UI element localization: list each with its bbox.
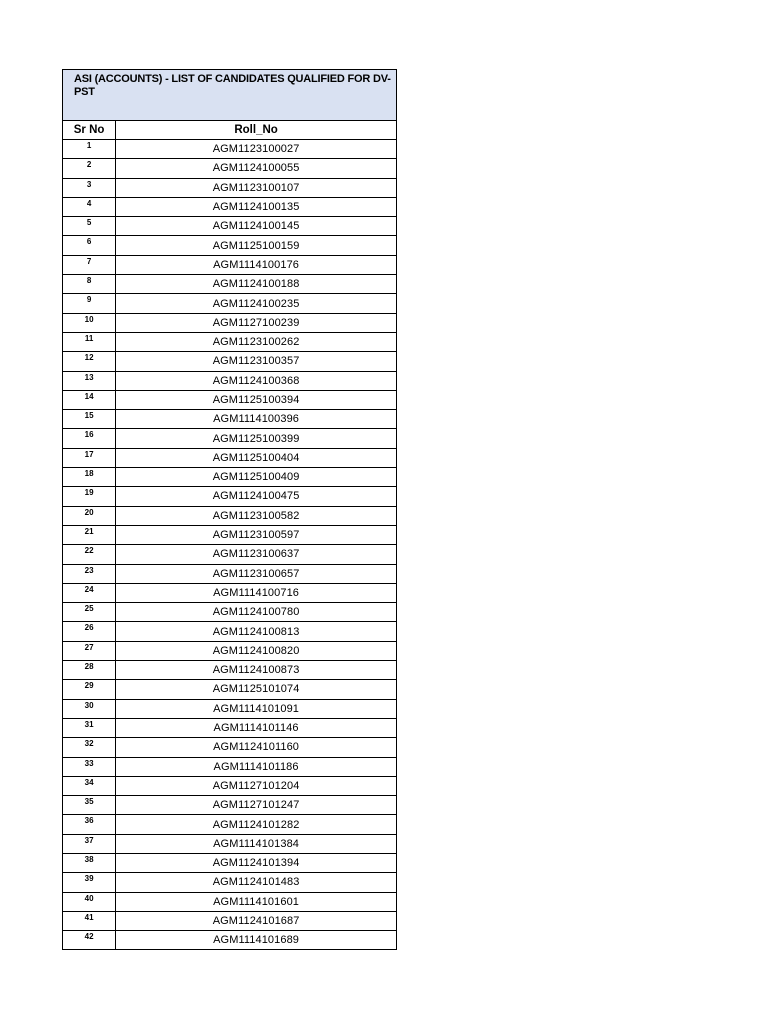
roll-no-cell: AGM1124100780 (116, 603, 397, 622)
roll-no-cell: AGM1127100239 (116, 313, 397, 332)
sr-no-cell: 41 (63, 911, 116, 930)
roll-no-cell: AGM1123100637 (116, 545, 397, 564)
sr-no-cell: 3 (63, 178, 116, 197)
table-row (63, 680, 397, 699)
roll-no-cell: AGM1125100159 (116, 236, 397, 255)
sr-no-cell: 30 (63, 699, 116, 718)
roll-no-cell: AGM1124100188 (116, 275, 397, 294)
roll-no-cell: AGM1114101146 (116, 718, 397, 737)
sr-no-cell: 37 (63, 834, 116, 853)
table-row (63, 718, 397, 737)
roll-no-cell: AGM1125100394 (116, 390, 397, 409)
roll-no-cell: AGM1123100107 (116, 178, 397, 197)
roll-no-cell: AGM1114100716 (116, 583, 397, 602)
sr-no-cell: 13 (63, 371, 116, 390)
table-row (63, 332, 397, 351)
sr-no-cell: 24 (63, 583, 116, 602)
sr-no-cell: 29 (63, 680, 116, 699)
sr-no-cell: 22 (63, 545, 116, 564)
sr-no-cell: 40 (63, 892, 116, 911)
table-row (63, 699, 397, 718)
sr-no-cell: 38 (63, 853, 116, 872)
sr-no-cell: 36 (63, 815, 116, 834)
sr-no-cell: 39 (63, 873, 116, 892)
roll-no-cell: AGM1123100262 (116, 332, 397, 351)
sr-no-cell: 4 (63, 197, 116, 216)
table-row (63, 448, 397, 467)
table-body (63, 140, 397, 950)
sr-no-cell: 42 (63, 931, 116, 950)
roll-no-cell: AGM1127101247 (116, 796, 397, 815)
roll-no-cell: AGM1125100404 (116, 448, 397, 467)
table-row (63, 197, 397, 216)
roll-no-cell: AGM1124100475 (116, 487, 397, 506)
roll-no-cell: AGM1127101204 (116, 776, 397, 795)
table-row (63, 294, 397, 313)
sr-no-cell: 27 (63, 641, 116, 660)
roll-no-cell: AGM1123100597 (116, 525, 397, 544)
table-title-row (63, 70, 397, 121)
table-row (63, 390, 397, 409)
table-row (63, 603, 397, 622)
sr-no-cell: 5 (63, 217, 116, 236)
table-row (63, 275, 397, 294)
table-row (63, 892, 397, 911)
table-row (63, 815, 397, 834)
roll-no-cell: AGM1124100820 (116, 641, 397, 660)
sr-no-cell: 15 (63, 410, 116, 429)
sr-no-cell: 33 (63, 757, 116, 776)
sr-no-cell: 2 (63, 159, 116, 178)
sr-no-cell: 12 (63, 352, 116, 371)
roll-no-cell: AGM1114101186 (116, 757, 397, 776)
table-row (63, 583, 397, 602)
roll-no-cell: AGM1124101282 (116, 815, 397, 834)
sr-no-cell: 17 (63, 448, 116, 467)
roll-no-cell: AGM1114101689 (116, 931, 397, 950)
table-row (63, 468, 397, 487)
header-sr-no: Sr No (63, 121, 116, 140)
table-row (63, 410, 397, 429)
table-row (63, 506, 397, 525)
roll-no-cell: AGM1124101687 (116, 911, 397, 930)
table-row (63, 159, 397, 178)
table-row (63, 487, 397, 506)
table-row (63, 661, 397, 680)
roll-no-cell: AGM1124100055 (116, 159, 397, 178)
table-row (63, 352, 397, 371)
table-row (63, 429, 397, 448)
sr-no-cell: 34 (63, 776, 116, 795)
table-row (63, 313, 397, 332)
sr-no-cell: 20 (63, 506, 116, 525)
sr-no-cell: 6 (63, 236, 116, 255)
table-row (63, 738, 397, 757)
sr-no-cell: 21 (63, 525, 116, 544)
sr-no-cell: 31 (63, 718, 116, 737)
table-row (63, 217, 397, 236)
table-row (63, 796, 397, 815)
sr-no-cell: 19 (63, 487, 116, 506)
sr-no-cell: 14 (63, 390, 116, 409)
roll-no-cell: AGM1124101483 (116, 873, 397, 892)
roll-no-cell: AGM1123100357 (116, 352, 397, 371)
sr-no-cell: 7 (63, 255, 116, 274)
roll-no-cell: AGM1123100657 (116, 564, 397, 583)
sr-no-cell: 16 (63, 429, 116, 448)
table-row (63, 641, 397, 660)
roll-no-cell: AGM1114101384 (116, 834, 397, 853)
roll-no-cell: AGM1124100235 (116, 294, 397, 313)
table-row (63, 178, 397, 197)
sr-no-cell: 35 (63, 796, 116, 815)
table-row (63, 545, 397, 564)
sr-no-cell: 25 (63, 603, 116, 622)
table-row (63, 255, 397, 274)
roll-no-cell: AGM1114100396 (116, 410, 397, 429)
roll-no-cell: AGM1124101394 (116, 853, 397, 872)
table-row (63, 236, 397, 255)
sr-no-cell: 10 (63, 313, 116, 332)
roll-no-cell: AGM1124100873 (116, 661, 397, 680)
table-row (63, 757, 397, 776)
table-row (63, 564, 397, 583)
roll-no-cell: AGM1125100399 (116, 429, 397, 448)
table-row (63, 873, 397, 892)
roll-no-cell: AGM1123100582 (116, 506, 397, 525)
sr-no-cell: 1 (63, 140, 116, 159)
roll-no-cell: AGM1125100409 (116, 468, 397, 487)
candidates-table (62, 69, 397, 950)
roll-no-cell: AGM1124101160 (116, 738, 397, 757)
sr-no-cell: 8 (63, 275, 116, 294)
table-row (63, 911, 397, 930)
roll-no-cell: AGM1123100027 (116, 140, 397, 159)
table-title: ASI (ACCOUNTS) - LIST OF CANDIDATES QUALIFIED FOR DV-PST (63, 70, 397, 121)
roll-no-cell: AGM1124100135 (116, 197, 397, 216)
table-row (63, 140, 397, 159)
sr-no-cell: 23 (63, 564, 116, 583)
sr-no-cell: 28 (63, 661, 116, 680)
sr-no-cell: 9 (63, 294, 116, 313)
column-header-row (63, 121, 397, 140)
roll-no-cell: AGM1124100368 (116, 371, 397, 390)
table-row (63, 622, 397, 641)
roll-no-cell: AGM1114100176 (116, 255, 397, 274)
table-row (63, 931, 397, 950)
sr-no-cell: 11 (63, 332, 116, 351)
header-roll-no: Roll_No (116, 121, 397, 140)
roll-no-cell: AGM1124100145 (116, 217, 397, 236)
roll-no-cell: AGM1114101601 (116, 892, 397, 911)
roll-no-cell: AGM1114101091 (116, 699, 397, 718)
table-row (63, 776, 397, 795)
roll-no-cell: AGM1124100813 (116, 622, 397, 641)
table-row (63, 834, 397, 853)
table-row (63, 371, 397, 390)
roll-no-cell: AGM1125101074 (116, 680, 397, 699)
sr-no-cell: 26 (63, 622, 116, 641)
sr-no-cell: 18 (63, 468, 116, 487)
sr-no-cell: 32 (63, 738, 116, 757)
table-row (63, 525, 397, 544)
table-row (63, 853, 397, 872)
